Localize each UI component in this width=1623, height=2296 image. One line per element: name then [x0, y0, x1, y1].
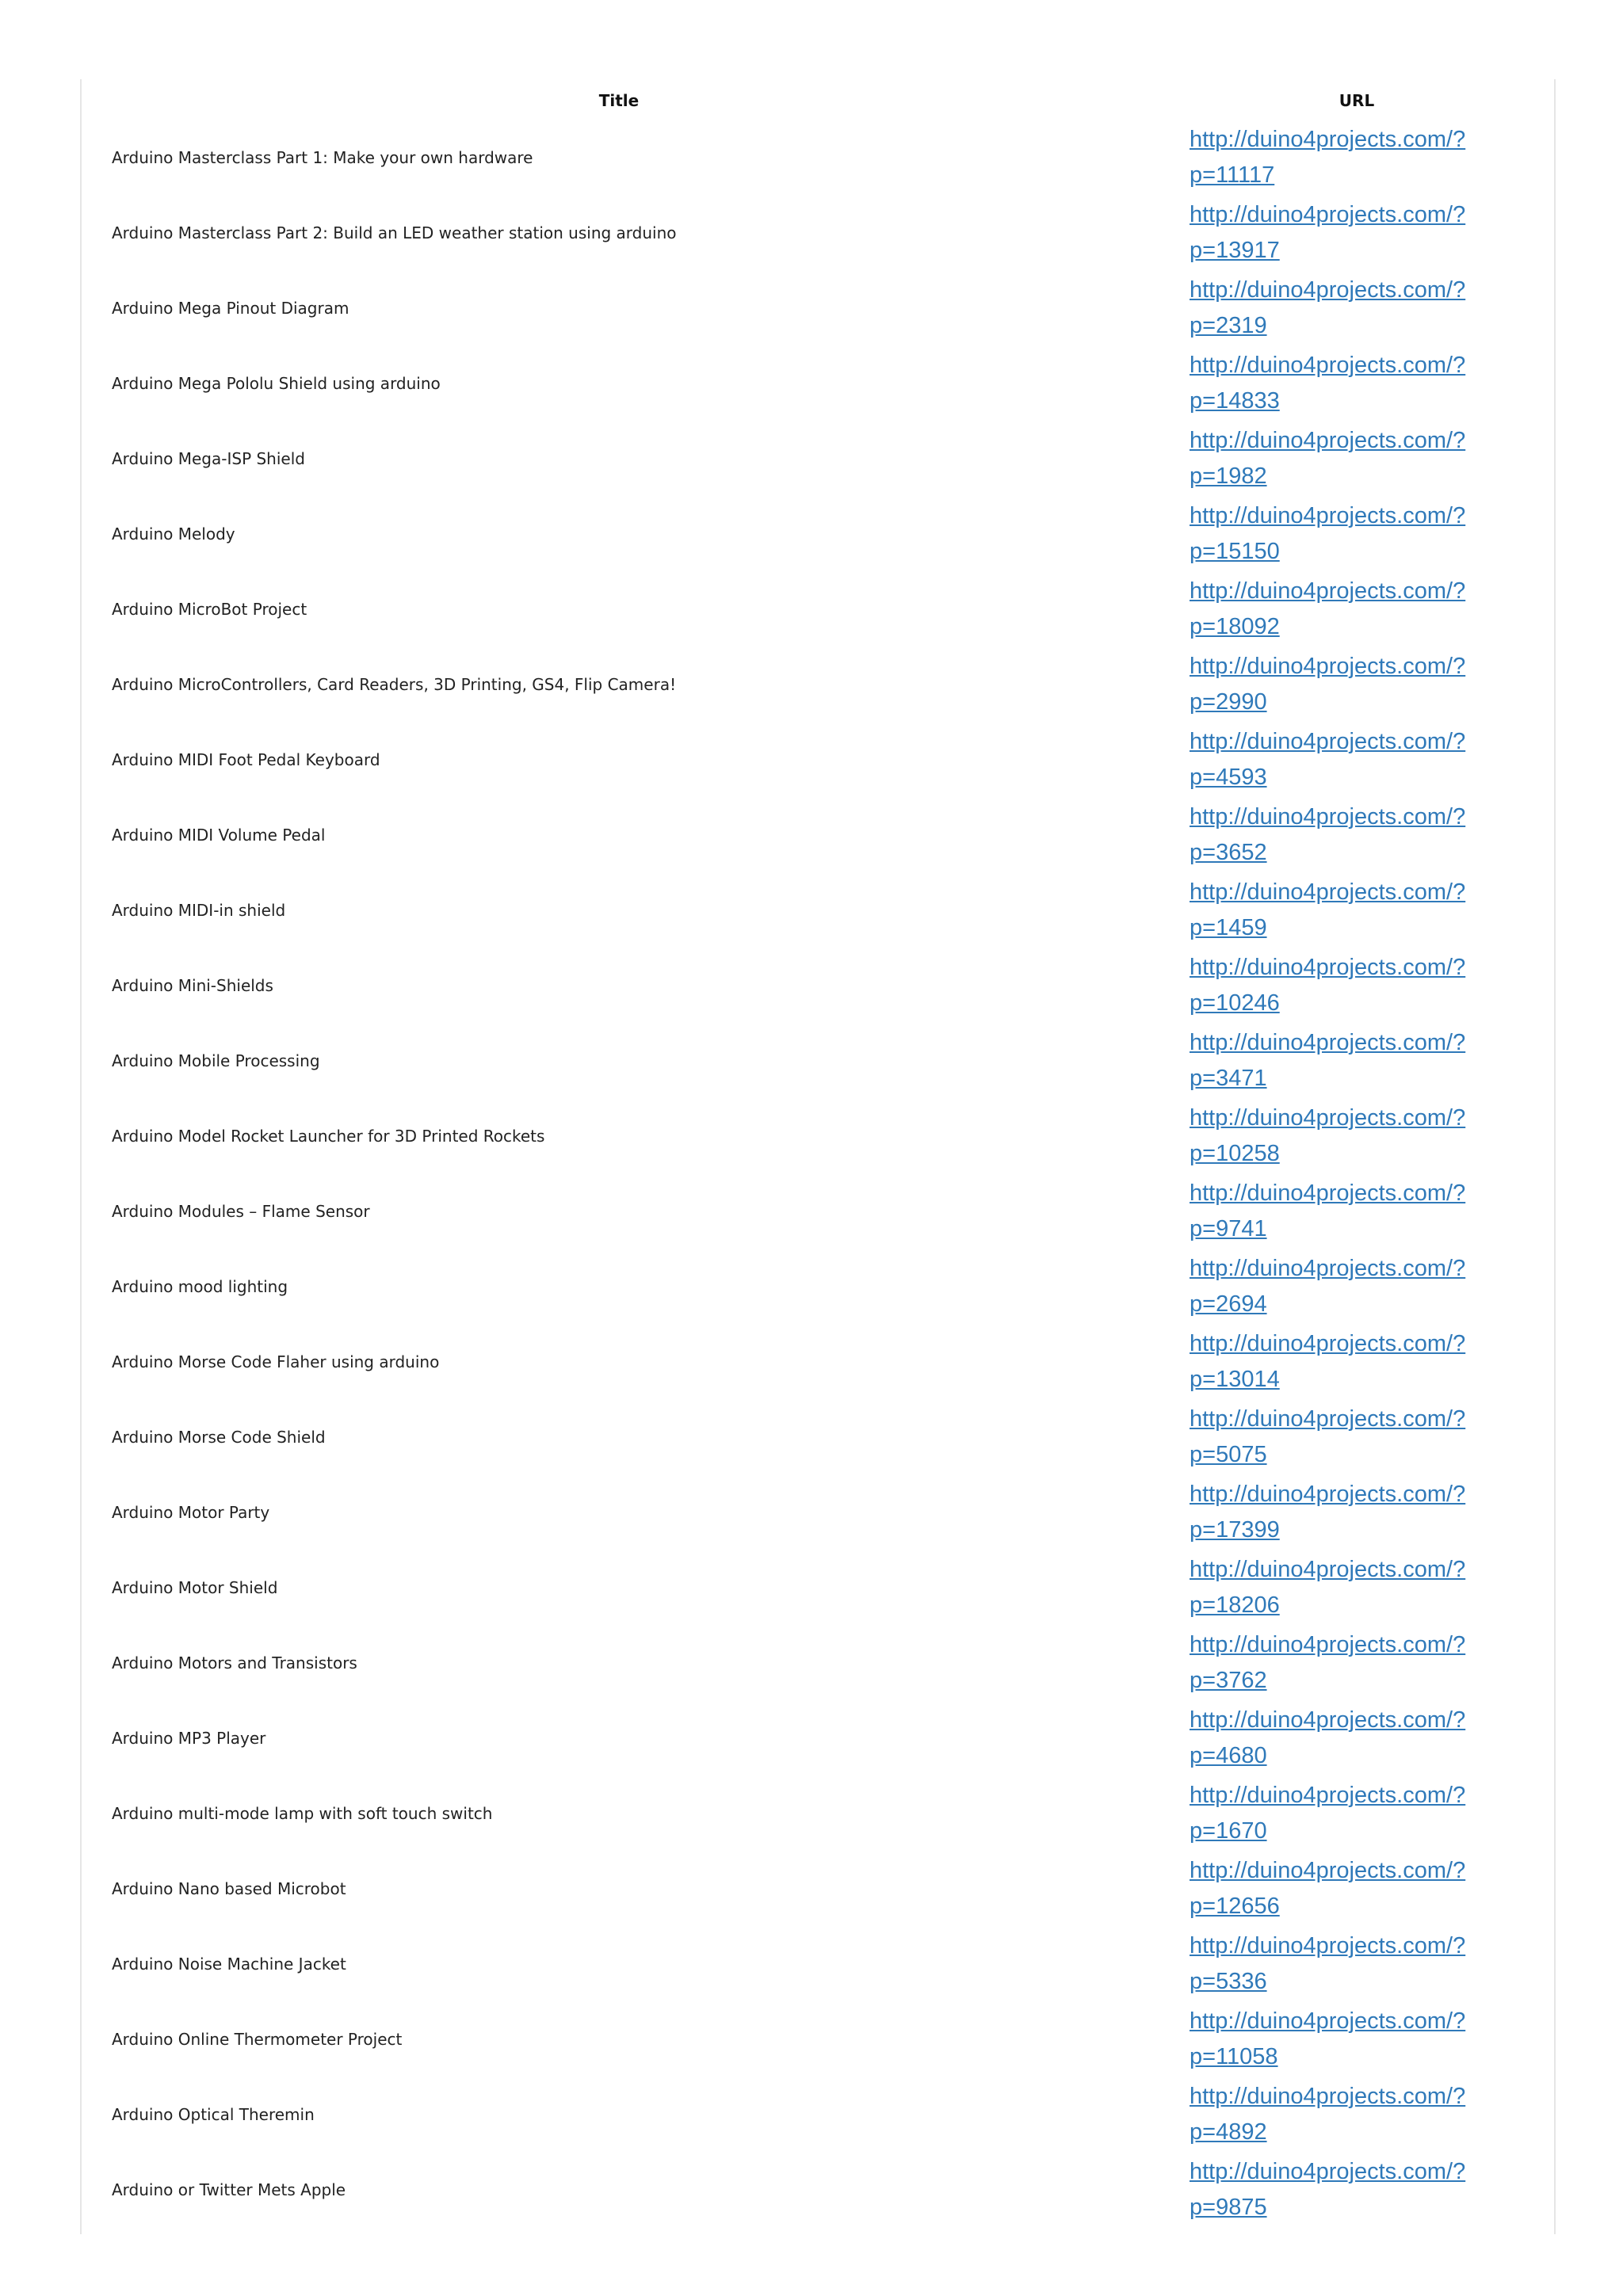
project-url-link[interactable] [1190, 799, 1475, 871]
project-url-link[interactable] [1190, 1100, 1475, 1172]
project-url-cell [1190, 270, 1556, 345]
url-base: http://duino4projects.com/? [1190, 352, 1466, 378]
url-query: p=9741 [1190, 1215, 1267, 1241]
url-query: p=12656 [1190, 1893, 1280, 1919]
project-url-link[interactable] [1190, 1853, 1475, 1924]
url-base: http://duino4projects.com/? [1190, 1707, 1466, 1733]
url-base: http://duino4projects.com/? [1190, 1029, 1466, 1055]
url-base: http://duino4projects.com/? [1190, 1857, 1466, 1883]
url-base: http://duino4projects.com/? [1190, 427, 1466, 453]
project-url-link[interactable] [1190, 122, 1475, 193]
project-url-cell [1190, 872, 1556, 948]
url-query: p=1982 [1190, 463, 1267, 489]
url-query: p=2319 [1190, 312, 1267, 338]
table-row [80, 1474, 1556, 1550]
project-title: Arduino Nano based Microbot [112, 1878, 346, 1898]
project-url-cell [1190, 1023, 1556, 1098]
project-url-cell [1190, 1098, 1556, 1173]
project-url-link[interactable] [1190, 1477, 1475, 1548]
url-query: p=3471 [1190, 1065, 1267, 1091]
project-url-cell [1190, 571, 1556, 646]
column-header-title: Title [598, 91, 640, 110]
url-query: p=10246 [1190, 990, 1280, 1016]
url-query: p=10258 [1190, 1140, 1280, 1166]
table-row [80, 571, 1556, 646]
project-url-cell [1190, 1173, 1556, 1249]
table-row [80, 797, 1556, 872]
table-row [80, 646, 1556, 722]
url-base: http://duino4projects.com/? [1190, 1104, 1466, 1131]
url-base: http://duino4projects.com/? [1190, 126, 1466, 152]
project-title: Arduino multi-mode lamp with soft touch switch [112, 1803, 493, 1823]
url-query: p=9875 [1190, 2194, 1267, 2220]
project-url-link[interactable] [1190, 574, 1475, 645]
url-base: http://duino4projects.com/? [1190, 1556, 1466, 1582]
project-url-cell [1190, 722, 1556, 797]
url-query: p=4593 [1190, 764, 1267, 790]
project-title: Arduino or Twitter Mets Apple [112, 2180, 346, 2199]
url-query: p=5336 [1190, 1968, 1267, 1994]
url-query: p=14833 [1190, 387, 1280, 414]
url-query: p=1670 [1190, 1817, 1267, 1844]
url-base: http://duino4projects.com/? [1190, 277, 1466, 303]
table-row [80, 120, 1556, 195]
url-query: p=1459 [1190, 914, 1267, 940]
project-url-link[interactable] [1190, 273, 1475, 344]
project-title: Arduino MicroControllers, Card Readers, 3D Printing, GS4, Flip Camera! [112, 674, 677, 694]
project-title: Arduino Noise Machine Jacket [112, 1954, 346, 1974]
project-url-cell [1190, 1625, 1556, 1700]
project-title: Arduino MIDI Volume Pedal [112, 825, 326, 845]
project-url-cell [1190, 2152, 1556, 2227]
project-url-link[interactable] [1190, 1778, 1475, 1849]
project-url-cell [1190, 1851, 1556, 1926]
project-title: Arduino MIDI Foot Pedal Keyboard [112, 749, 380, 769]
project-url-link[interactable] [1190, 2154, 1475, 2225]
table-body [80, 120, 1556, 2227]
url-base: http://duino4projects.com/? [1190, 2008, 1466, 2034]
url-base: http://duino4projects.com/? [1190, 1481, 1466, 1507]
table-row [80, 722, 1556, 797]
project-title: Arduino Motors and Transistors [112, 1653, 357, 1672]
project-title: Arduino Morse Code Flaher using arduino [112, 1352, 440, 1371]
project-url-cell [1190, 120, 1556, 195]
project-url-link[interactable] [1190, 2079, 1475, 2150]
project-url-link[interactable] [1190, 348, 1475, 419]
project-url-cell [1190, 421, 1556, 496]
project-url-cell [1190, 1775, 1556, 1851]
table-row [80, 1173, 1556, 1249]
project-title: Arduino Mega-ISP Shield [112, 448, 305, 468]
table-row [80, 1399, 1556, 1474]
project-url-cell [1190, 948, 1556, 1023]
url-query: p=3652 [1190, 839, 1267, 865]
project-url-cell [1190, 1926, 1556, 2001]
project-url-cell [1190, 2077, 1556, 2152]
project-title: Arduino Modules – Flame Sensor [112, 1201, 370, 1221]
url-query: p=13917 [1190, 237, 1280, 263]
table-row [80, 1700, 1556, 1775]
project-title: Arduino Masterclass Part 2: Build an LED weather station using arduino [112, 223, 677, 242]
url-base: http://duino4projects.com/? [1190, 653, 1466, 679]
project-title: Arduino Masterclass Part 1: Make your own hardware [112, 147, 533, 167]
table-row [80, 1023, 1556, 1098]
table-header-row [80, 82, 1556, 120]
project-title: Arduino Optical Theremin [112, 2104, 315, 2124]
table-row [80, 496, 1556, 571]
project-url-cell [1190, 797, 1556, 872]
project-url-link[interactable] [1190, 649, 1475, 720]
project-url-link[interactable] [1190, 875, 1475, 946]
url-base: http://duino4projects.com/? [1190, 2158, 1466, 2184]
project-url-link[interactable] [1190, 2004, 1475, 2075]
project-url-cell [1190, 646, 1556, 722]
url-base: http://duino4projects.com/? [1190, 578, 1466, 604]
url-base: http://duino4projects.com/? [1190, 1255, 1466, 1281]
project-url-link[interactable] [1190, 498, 1475, 570]
project-title: Arduino MP3 Player [112, 1728, 266, 1748]
project-url-link[interactable] [1190, 197, 1475, 269]
project-title: Arduino Mega Pinout Diagram [112, 298, 349, 318]
table-row [80, 1249, 1556, 1324]
project-url-cell [1190, 1249, 1556, 1324]
project-title: Arduino mood lighting [112, 1276, 288, 1296]
table-row [80, 1851, 1556, 1926]
table-row [80, 421, 1556, 496]
project-title: Arduino Motor Party [112, 1502, 270, 1522]
url-query: p=18092 [1190, 613, 1280, 639]
table-row [80, 2077, 1556, 2152]
table-row [80, 1324, 1556, 1399]
table-row [80, 195, 1556, 270]
project-title: Arduino Motor Shield [112, 1577, 278, 1597]
project-title: Arduino Online Thermometer Project [112, 2029, 403, 2049]
project-url-cell [1190, 1550, 1556, 1625]
project-links-table [80, 82, 1556, 2227]
table-row [80, 2152, 1556, 2227]
project-url-cell [1190, 1474, 1556, 1550]
project-url-cell [1190, 2001, 1556, 2077]
url-base: http://duino4projects.com/? [1190, 1330, 1466, 1356]
project-url-cell [1190, 1324, 1556, 1399]
project-title: Arduino Melody [112, 524, 235, 543]
project-url-link[interactable] [1190, 1627, 1475, 1699]
project-title: Arduino Mini-Shields [112, 975, 273, 995]
url-query: p=4892 [1190, 2119, 1267, 2145]
table-row [80, 948, 1556, 1023]
table-row [80, 1926, 1556, 2001]
url-base: http://duino4projects.com/? [1190, 1180, 1466, 1206]
table-row [80, 872, 1556, 948]
project-url-cell [1190, 496, 1556, 571]
project-url-cell [1190, 1700, 1556, 1775]
url-base: http://duino4projects.com/? [1190, 201, 1466, 227]
project-url-link[interactable] [1190, 1402, 1475, 1473]
url-base: http://duino4projects.com/? [1190, 502, 1466, 528]
url-query: p=2990 [1190, 688, 1267, 715]
table-row [80, 1550, 1556, 1625]
project-url-link[interactable] [1190, 1176, 1475, 1247]
url-base: http://duino4projects.com/? [1190, 1782, 1466, 1808]
table-row [80, 2001, 1556, 2077]
url-query: p=18206 [1190, 1592, 1280, 1618]
url-query: p=15150 [1190, 538, 1280, 564]
project-url-cell [1190, 1399, 1556, 1474]
table-row [80, 270, 1556, 345]
table-row [80, 1625, 1556, 1700]
url-base: http://duino4projects.com/? [1190, 1932, 1466, 1958]
url-query: p=4680 [1190, 1742, 1267, 1768]
table-row [80, 1775, 1556, 1851]
column-header-url: URL [1338, 91, 1375, 110]
url-base: http://duino4projects.com/? [1190, 1631, 1466, 1657]
url-query: p=5075 [1190, 1441, 1267, 1467]
project-url-link[interactable] [1190, 1251, 1475, 1322]
url-base: http://duino4projects.com/? [1190, 879, 1466, 905]
table-row [80, 1098, 1556, 1173]
project-title: Arduino Mobile Processing [112, 1051, 320, 1070]
project-title: Arduino MicroBot Project [112, 599, 307, 619]
url-query: p=11058 [1190, 2043, 1278, 2069]
url-query: p=17399 [1190, 1516, 1280, 1543]
url-base: http://duino4projects.com/? [1190, 954, 1466, 980]
project-url-link[interactable] [1190, 724, 1475, 795]
table-row [80, 345, 1556, 421]
url-base: http://duino4projects.com/? [1190, 728, 1466, 754]
project-url-link[interactable] [1190, 1552, 1475, 1623]
project-title: Arduino Model Rocket Launcher for 3D Printed Rockets [112, 1126, 545, 1146]
project-url-cell [1190, 195, 1556, 270]
url-query: p=2694 [1190, 1291, 1267, 1317]
url-base: http://duino4projects.com/? [1190, 2083, 1466, 2109]
url-query: p=13014 [1190, 1366, 1280, 1392]
project-url-link[interactable] [1190, 1326, 1475, 1398]
project-url-link[interactable] [1190, 950, 1475, 1021]
url-query: p=11117 [1190, 162, 1275, 188]
url-query: p=3762 [1190, 1667, 1267, 1693]
project-url-cell [1190, 345, 1556, 421]
url-base: http://duino4projects.com/? [1190, 1405, 1466, 1432]
project-url-link[interactable] [1190, 423, 1475, 494]
project-title: Arduino Mega Pololu Shield using arduino [112, 373, 441, 393]
project-title: Arduino MIDI-in shield [112, 900, 286, 920]
project-url-link[interactable] [1190, 1025, 1475, 1097]
project-url-link[interactable] [1190, 1928, 1475, 2000]
project-title: Arduino Morse Code Shield [112, 1427, 326, 1447]
project-url-link[interactable] [1190, 1703, 1475, 1774]
url-base: http://duino4projects.com/? [1190, 803, 1466, 830]
